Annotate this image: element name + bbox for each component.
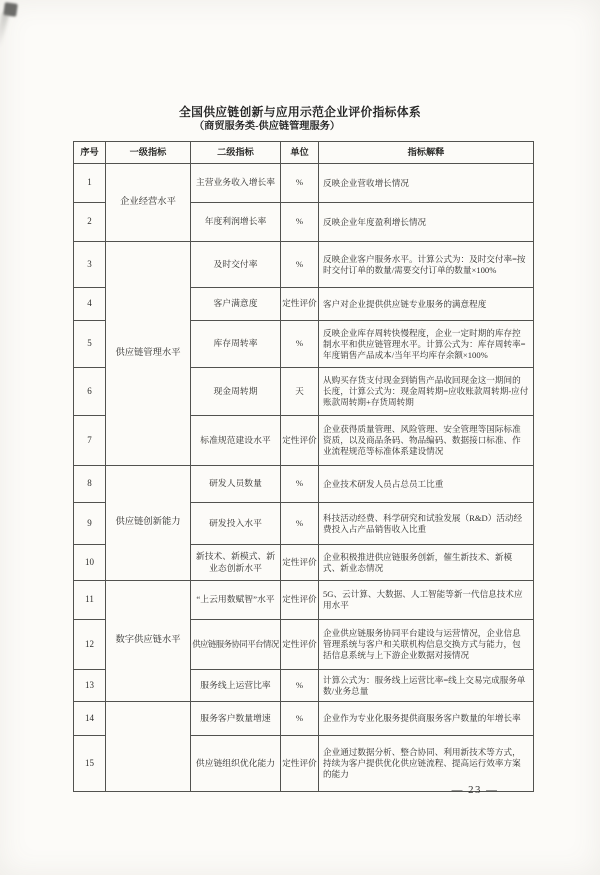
row-index-cell: 10 xyxy=(74,545,106,581)
level1-group-cell: 供应链管理水平 xyxy=(106,242,191,466)
explanation-cell: 企业通过数据分析、整合协同、利用新技术等方式，持续为客户提供优化供应链流程、提高运行效率方案的能力 xyxy=(319,736,534,792)
col-header-explanation: 指标解释 xyxy=(319,142,534,164)
level2-indicator-cell: 研发投入水平 xyxy=(191,503,281,545)
table-header-row xyxy=(74,142,534,164)
row-index-cell: 12 xyxy=(74,620,106,670)
explanation-cell: 反映企业客户服务水平。计算公式为：及时交付率=按时交付订单的数量/需要交付订单的数量×100% xyxy=(319,242,534,288)
col-header-index: 序号 xyxy=(74,142,106,164)
level2-indicator-cell: 及时交付率 xyxy=(191,242,281,288)
table-row xyxy=(74,466,534,503)
explanation-cell: 从购买存货支付现金到销售产品收回现金这一期间的长度，计算公式为：现金周转期=应收账款周转期-应付账款周转期+存货周转期 xyxy=(319,368,534,416)
level2-indicator-cell: 标准规范建设水平 xyxy=(191,416,281,466)
explanation-cell: 客户对企业提供供应链专业服务的满意程度 xyxy=(319,288,534,321)
row-index-cell: 15 xyxy=(74,736,106,792)
table-row xyxy=(74,242,534,288)
level2-indicator-cell: 服务线上运营比率 xyxy=(191,670,281,702)
unit-cell: 定性评价 xyxy=(281,545,319,581)
level2-indicator-cell: 研发人员数量 xyxy=(191,466,281,503)
explanation-cell: 企业积极推进供应链服务创新，催生新技术、新模式、新业态情况 xyxy=(319,545,534,581)
table-row xyxy=(74,702,534,736)
level1-group-cell xyxy=(106,702,191,792)
row-index-cell: 1 xyxy=(74,164,106,203)
row-index-cell: 14 xyxy=(74,702,106,736)
level2-indicator-cell: “上云用数赋智”水平 xyxy=(191,581,281,620)
row-index-cell: 9 xyxy=(74,503,106,545)
explanation-cell: 计算公式为：服务线上运营比率=线上交易完成服务单数/业务总量 xyxy=(319,670,534,702)
level2-indicator-cell: 现金周转期 xyxy=(191,368,281,416)
row-index-cell: 5 xyxy=(74,321,106,368)
row-index-cell: 11 xyxy=(74,581,106,620)
explanation-cell: 企业供应链服务协同平台建设与运营情况，企业信息管理系统与客户和关联机构信息交换方式与能力，包括信息系统与上下游企业数据对接情况 xyxy=(319,620,534,670)
table-row xyxy=(74,581,534,620)
level2-indicator-cell: 年度利润增长率 xyxy=(191,203,281,242)
level2-indicator-cell: 库存周转率 xyxy=(191,321,281,368)
unit-cell: % xyxy=(281,242,319,288)
table-row xyxy=(74,164,534,203)
level2-indicator-cell: 新技术、新模式、新业态创新水平 xyxy=(191,545,281,581)
level1-group-cell: 供应链创新能力 xyxy=(106,466,191,581)
explanation-cell: 科技活动经费、科学研究和试验发展（R&D）活动经费投入占产品销售收入比重 xyxy=(319,503,534,545)
level1-group-cell: 数字供应链水平 xyxy=(106,581,191,702)
unit-cell: 天 xyxy=(281,368,319,416)
unit-cell: % xyxy=(281,203,319,242)
row-index-cell: 2 xyxy=(74,203,106,242)
col-header-unit: 单位 xyxy=(281,142,319,164)
unit-cell: 定性评价 xyxy=(281,581,319,620)
explanation-cell: 企业获得质量管理、风险管理、安全管理等国际标准资质，以及商品条码、物品编码、数据接口标准、作业流程规范等标准体系建设情况 xyxy=(319,416,534,466)
explanation-cell: 反映企业营收增长情况 xyxy=(319,164,534,203)
scan-artifact-streak xyxy=(0,13,9,48)
row-index-cell: 4 xyxy=(74,288,106,321)
level2-indicator-cell: 供应链服务协同平台情况 xyxy=(191,620,281,670)
unit-cell: % xyxy=(281,702,319,736)
explanation-cell: 5G、云计算、大数据、人工智能等新一代信息技术应用水平 xyxy=(319,581,534,620)
page-number: — 23 — xyxy=(451,784,499,796)
level2-indicator-cell: 服务客户数量增速 xyxy=(191,702,281,736)
level2-indicator-cell: 客户满意度 xyxy=(191,288,281,321)
unit-cell: 定性评价 xyxy=(281,620,319,670)
unit-cell: % xyxy=(281,164,319,203)
row-index-cell: 6 xyxy=(74,368,106,416)
explanation-cell: 反映企业库存周转快慢程度，企业一定时期的库存控制水平和供应链管理水平。计算公式为：库存周转率=年度销售产品成本/当年平均库存余额×100% xyxy=(319,321,534,368)
unit-cell: 定性评价 xyxy=(281,416,319,466)
col-header-level2: 二级指标 xyxy=(191,142,281,164)
unit-cell: % xyxy=(281,503,319,545)
level1-group-cell: 企业经营水平 xyxy=(106,164,191,242)
level2-indicator-cell: 主营业务收入增长率 xyxy=(191,164,281,203)
explanation-cell: 企业技术研发人员占总员工比重 xyxy=(319,466,534,503)
explanation-cell: 反映企业年度盈利增长情况 xyxy=(319,203,534,242)
unit-cell: % xyxy=(281,670,319,702)
row-index-cell: 3 xyxy=(74,242,106,288)
doc-subtitle: （商贸服务类-供应链管理服务） xyxy=(193,121,341,132)
col-header-level1: 一级指标 xyxy=(106,142,191,164)
row-index-cell: 8 xyxy=(74,466,106,503)
doc-title: 全国供应链创新与应用示范企业评价指标体系 xyxy=(179,105,421,119)
evaluation-index-table xyxy=(73,141,534,792)
level2-indicator-cell: 供应链组织优化能力 xyxy=(191,736,281,792)
row-index-cell: 13 xyxy=(74,670,106,702)
unit-cell: % xyxy=(281,466,319,503)
row-index-cell: 7 xyxy=(74,416,106,466)
unit-cell: 定性评价 xyxy=(281,736,319,792)
unit-cell: % xyxy=(281,321,319,368)
explanation-cell: 企业作为专业化服务提供商服务客户数量的年增长率 xyxy=(319,702,534,736)
unit-cell: 定性评价 xyxy=(281,288,319,321)
